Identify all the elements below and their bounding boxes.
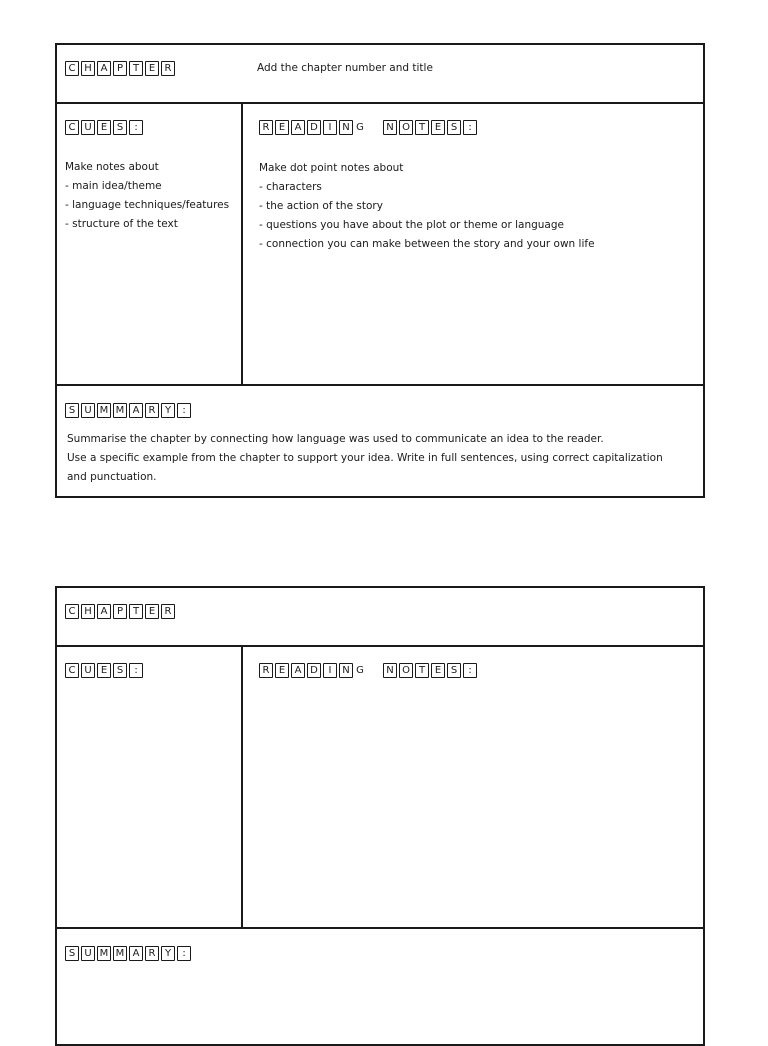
cornell-notes-sheet-example bbox=[55, 43, 705, 498]
heading-tile: R bbox=[259, 663, 273, 678]
heading-tile: T bbox=[129, 61, 143, 76]
heading-tile: Y bbox=[161, 403, 175, 418]
middle-row bbox=[57, 102, 703, 386]
heading-tile: : bbox=[463, 120, 477, 135]
heading-tile: D bbox=[307, 663, 321, 678]
heading-tile: G bbox=[356, 665, 364, 676]
cues-hint-line: Make notes about bbox=[65, 161, 159, 173]
heading-tile: G bbox=[356, 122, 364, 133]
reading-notes-hint bbox=[259, 159, 595, 254]
heading-tile: S bbox=[447, 120, 461, 135]
heading-tile: E bbox=[97, 120, 111, 135]
heading-gap bbox=[367, 663, 381, 678]
chapter-row bbox=[57, 45, 703, 104]
heading-tile: I bbox=[323, 120, 337, 135]
chapter-heading bbox=[65, 604, 175, 619]
heading-tile: R bbox=[161, 61, 175, 76]
heading-tile: E bbox=[145, 61, 159, 76]
heading-tile: S bbox=[447, 663, 461, 678]
heading-tile: : bbox=[177, 946, 191, 961]
cues-column bbox=[57, 645, 243, 927]
heading-tile: U bbox=[81, 663, 95, 678]
chapter-row bbox=[57, 588, 703, 647]
reading-notes-hint-line: - characters bbox=[259, 181, 322, 193]
heading-tile: C bbox=[65, 604, 79, 619]
heading-tile: A bbox=[97, 604, 111, 619]
heading-tile: M bbox=[97, 946, 111, 961]
cues-hint-line: - structure of the text bbox=[65, 218, 178, 230]
heading-tile: A bbox=[291, 663, 305, 678]
heading-tile: R bbox=[145, 403, 159, 418]
heading-gap bbox=[367, 120, 381, 135]
summary-hint-line: and punctuation. bbox=[67, 471, 157, 483]
reading-notes-hint-line: Make dot point notes about bbox=[259, 162, 404, 174]
heading-tile: A bbox=[97, 61, 111, 76]
heading-tile: A bbox=[129, 946, 143, 961]
reading-notes-hint-line: - connection you can make between the story and your own life bbox=[259, 238, 595, 250]
heading-tile: : bbox=[129, 120, 143, 135]
heading-tile: M bbox=[113, 946, 127, 961]
heading-tile: S bbox=[65, 946, 79, 961]
heading-tile: H bbox=[81, 604, 95, 619]
reading-notes-column bbox=[243, 102, 703, 384]
summary-hint bbox=[67, 430, 663, 487]
heading-tile: P bbox=[113, 61, 127, 76]
heading-tile: A bbox=[291, 120, 305, 135]
summary-heading bbox=[65, 946, 191, 961]
cues-hint-line: - language techniques/features bbox=[65, 199, 230, 211]
heading-tile: S bbox=[65, 403, 79, 418]
heading-tile: M bbox=[97, 403, 111, 418]
heading-tile: E bbox=[431, 663, 445, 678]
heading-tile: C bbox=[65, 61, 79, 76]
cues-hint bbox=[65, 158, 229, 234]
summary-hint-line: Use a specific example from the chapter to support your idea. Write in full sentences, using correct capitalization bbox=[67, 452, 663, 464]
heading-tile: I bbox=[323, 663, 337, 678]
cues-heading bbox=[65, 663, 143, 678]
heading-tile: R bbox=[145, 946, 159, 961]
cues-heading bbox=[65, 120, 143, 135]
cues-hint-line: - main idea/theme bbox=[65, 180, 162, 192]
reading-notes-hint-line: - the action of the story bbox=[259, 200, 383, 212]
summary-row bbox=[57, 927, 703, 1044]
heading-tile: U bbox=[81, 403, 95, 418]
summary-row bbox=[57, 384, 703, 496]
heading-tile: E bbox=[145, 604, 159, 619]
heading-tile: M bbox=[113, 403, 127, 418]
cornell-notes-sheet-blank bbox=[55, 586, 705, 1046]
heading-tile: U bbox=[81, 120, 95, 135]
heading-tile: E bbox=[97, 663, 111, 678]
heading-tile: E bbox=[275, 120, 289, 135]
heading-tile: : bbox=[177, 403, 191, 418]
reading-notes-column bbox=[243, 645, 703, 927]
heading-tile: Y bbox=[161, 946, 175, 961]
heading-tile: E bbox=[431, 120, 445, 135]
reading-notes-heading bbox=[259, 663, 477, 678]
heading-tile: T bbox=[415, 663, 429, 678]
reading-notes-hint-line: - questions you have about the plot or theme or language bbox=[259, 219, 564, 231]
heading-tile: S bbox=[113, 663, 127, 678]
heading-tile: T bbox=[129, 604, 143, 619]
heading-tile: E bbox=[275, 663, 289, 678]
heading-tile: D bbox=[307, 120, 321, 135]
heading-tile: N bbox=[339, 120, 353, 135]
chapter-heading bbox=[65, 61, 175, 76]
reading-notes-heading bbox=[259, 120, 477, 135]
heading-tile: N bbox=[383, 663, 397, 678]
heading-tile: : bbox=[463, 663, 477, 678]
heading-tile: C bbox=[65, 663, 79, 678]
summary-heading bbox=[65, 403, 191, 418]
heading-tile: N bbox=[339, 663, 353, 678]
middle-row bbox=[57, 645, 703, 929]
heading-tile: O bbox=[399, 663, 413, 678]
heading-tile: H bbox=[81, 61, 95, 76]
heading-tile: N bbox=[383, 120, 397, 135]
cues-column bbox=[57, 102, 243, 384]
heading-tile: O bbox=[399, 120, 413, 135]
heading-tile: T bbox=[415, 120, 429, 135]
heading-tile: A bbox=[129, 403, 143, 418]
heading-tile: R bbox=[259, 120, 273, 135]
heading-tile: P bbox=[113, 604, 127, 619]
chapter-hint: Add the chapter number and title bbox=[257, 62, 433, 74]
heading-tile: U bbox=[81, 946, 95, 961]
heading-tile: C bbox=[65, 120, 79, 135]
heading-tile: S bbox=[113, 120, 127, 135]
heading-tile: : bbox=[129, 663, 143, 678]
summary-hint-line: Summarise the chapter by connecting how language was used to communicate an idea to the reader. bbox=[67, 433, 604, 445]
heading-tile: R bbox=[161, 604, 175, 619]
